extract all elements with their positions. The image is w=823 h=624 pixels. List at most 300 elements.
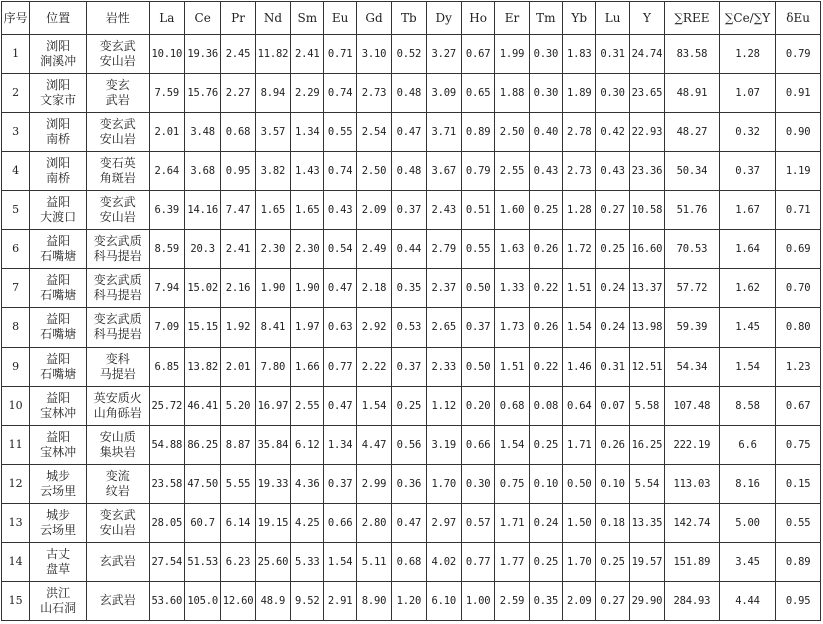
value-cell: 1.66	[291, 347, 324, 386]
value-cell: 0.68	[495, 386, 529, 425]
value-cell: 0.26	[529, 230, 562, 269]
value-cell: 0.64	[563, 386, 596, 425]
value-cell: 25.72	[149, 386, 184, 425]
value-cell: 1.77	[495, 542, 529, 581]
table-row	[2, 308, 821, 347]
column-header: Dy	[426, 2, 461, 35]
lithology-cell-line: 武岩	[105, 93, 130, 108]
value-cell: 0.67	[776, 386, 821, 425]
value-cell: 0.07	[596, 386, 629, 425]
lithology-cell	[86, 425, 149, 464]
lithology-cell-line: 变玄武质	[93, 234, 142, 249]
value-cell: 2.18	[356, 269, 391, 308]
value-cell: 0.25	[596, 230, 629, 269]
value-cell: 0.35	[529, 581, 562, 620]
value-cell: 0.55	[324, 113, 356, 152]
location-cell-line: 石嘴塘	[40, 288, 77, 303]
value-cell: 3.67	[426, 152, 461, 191]
location-cell-line: 云场里	[40, 522, 77, 537]
value-cell: 6.14	[221, 503, 255, 542]
value-cell: 1.73	[495, 308, 529, 347]
value-cell: 1.46	[563, 347, 596, 386]
value-cell: 16.25	[629, 425, 664, 464]
value-cell: 5.54	[629, 464, 664, 503]
table-row	[2, 464, 821, 503]
column-header: Nd	[255, 2, 290, 35]
location-cell-line: 石嘴塘	[40, 366, 77, 381]
location-cell-line: 宝林冲	[40, 444, 77, 459]
value-cell: 0.43	[529, 152, 562, 191]
location-cell-line: 浏阳	[46, 117, 71, 132]
value-cell: 2.78	[563, 113, 596, 152]
location-cell-line: 大渡口	[40, 210, 77, 225]
value-cell: 1.62	[719, 269, 776, 308]
location-cell	[30, 230, 87, 269]
value-cell: 1.34	[291, 113, 324, 152]
row-number-cell: 7	[2, 269, 30, 308]
value-cell: 2.27	[221, 74, 255, 113]
lithology-cell	[86, 230, 149, 269]
value-cell: 0.25	[392, 386, 426, 425]
table-row	[2, 386, 821, 425]
value-cell: 2.59	[495, 581, 529, 620]
value-cell: 1.92	[221, 308, 255, 347]
column-header: Ce	[184, 2, 220, 35]
location-cell-line: 宝林冲	[40, 405, 77, 420]
value-cell: 0.26	[596, 425, 629, 464]
value-cell: 0.67	[461, 35, 494, 74]
lithology-cell-line: 玄武岩	[99, 593, 136, 608]
value-cell: 60.7	[184, 503, 220, 542]
row-number-cell: 1	[2, 35, 30, 74]
value-cell: 0.25	[529, 425, 562, 464]
value-cell: 5.11	[356, 542, 391, 581]
value-cell: 5.00	[719, 503, 776, 542]
value-cell: 15.02	[184, 269, 220, 308]
value-cell: 54.88	[149, 425, 184, 464]
lithology-cell	[86, 308, 149, 347]
row-number-cell: 12	[2, 464, 30, 503]
column-header: ∑REE	[665, 2, 720, 35]
value-cell: 8.94	[255, 74, 290, 113]
value-cell: 1.54	[719, 347, 776, 386]
value-cell: 50.34	[665, 152, 720, 191]
lithology-cell	[86, 191, 149, 230]
value-cell: 10.58	[629, 191, 664, 230]
value-cell: 0.56	[392, 425, 426, 464]
value-cell: 0.40	[529, 113, 562, 152]
location-cell	[30, 464, 87, 503]
value-cell: 1.65	[291, 191, 324, 230]
column-header: Lu	[596, 2, 629, 35]
value-cell: 1.54	[563, 308, 596, 347]
value-cell: 0.79	[776, 35, 821, 74]
value-cell: 0.35	[392, 269, 426, 308]
value-cell: 1.88	[495, 74, 529, 113]
value-cell: 2.29	[291, 74, 324, 113]
header-row	[2, 2, 821, 35]
value-cell: 83.58	[665, 35, 720, 74]
value-cell: 4.44	[719, 581, 776, 620]
location-cell-line: 益阳	[46, 273, 71, 288]
value-cell: 8.90	[356, 581, 391, 620]
value-cell: 2.55	[495, 152, 529, 191]
value-cell: 1.12	[426, 386, 461, 425]
value-cell: 0.43	[324, 191, 356, 230]
value-cell: 1.60	[495, 191, 529, 230]
value-cell: 0.91	[776, 74, 821, 113]
value-cell: 0.26	[529, 308, 562, 347]
value-cell: 7.47	[221, 191, 255, 230]
location-cell-line: 古丈	[46, 546, 71, 561]
value-cell: 0.15	[776, 464, 821, 503]
value-cell: 2.50	[495, 113, 529, 152]
location-cell-line: 浏阳	[46, 39, 71, 54]
row-number-cell: 13	[2, 503, 30, 542]
location-cell	[30, 347, 87, 386]
lithology-cell	[86, 113, 149, 152]
value-cell: 27.54	[149, 542, 184, 581]
value-cell: 1.54	[324, 542, 356, 581]
location-cell-line: 益阳	[46, 312, 71, 327]
value-cell: 3.68	[184, 152, 220, 191]
value-cell: 0.71	[776, 191, 821, 230]
value-cell: 2.30	[255, 230, 290, 269]
lithology-cell	[86, 464, 149, 503]
value-cell: 2.92	[356, 308, 391, 347]
value-cell: 1.72	[563, 230, 596, 269]
value-cell: 0.31	[596, 35, 629, 74]
table-row	[2, 542, 821, 581]
value-cell: 1.28	[563, 191, 596, 230]
value-cell: 20.3	[184, 230, 220, 269]
value-cell: 2.41	[291, 35, 324, 74]
value-cell: 0.27	[596, 581, 629, 620]
value-cell: 1.99	[495, 35, 529, 74]
value-cell: 0.30	[461, 464, 494, 503]
value-cell: 0.89	[461, 113, 494, 152]
table-row	[2, 581, 821, 620]
value-cell: 7.09	[149, 308, 184, 347]
value-cell: 29.90	[629, 581, 664, 620]
row-number-cell: 4	[2, 152, 30, 191]
column-header: Tb	[392, 2, 426, 35]
value-cell: 0.24	[596, 308, 629, 347]
value-cell: 2.54	[356, 113, 391, 152]
value-cell: 6.39	[149, 191, 184, 230]
value-cell: 1.50	[563, 503, 596, 542]
value-cell: 1.63	[495, 230, 529, 269]
value-cell: 0.95	[776, 581, 821, 620]
value-cell: 0.32	[719, 113, 776, 152]
lithology-cell-line: 变石英	[99, 156, 136, 171]
value-cell: 151.89	[665, 542, 720, 581]
value-cell: 8.58	[719, 386, 776, 425]
value-cell: 2.43	[426, 191, 461, 230]
value-cell: 5.20	[221, 386, 255, 425]
lithology-cell	[86, 503, 149, 542]
column-header: Y	[629, 2, 664, 35]
value-cell: 2.80	[356, 503, 391, 542]
value-cell: 47.50	[184, 464, 220, 503]
column-header: ∑Ce/∑Y	[719, 2, 776, 35]
table-row	[2, 74, 821, 113]
value-cell: 1.71	[495, 503, 529, 542]
value-cell: 10.10	[149, 35, 184, 74]
value-cell: 13.37	[629, 269, 664, 308]
value-cell: 12.60	[221, 581, 255, 620]
location-cell-line: 益阳	[46, 234, 71, 249]
location-cell	[30, 74, 87, 113]
value-cell: 0.31	[596, 347, 629, 386]
row-number-cell: 3	[2, 113, 30, 152]
value-cell: 2.09	[563, 581, 596, 620]
value-cell: 0.27	[596, 191, 629, 230]
value-cell: 1.28	[719, 35, 776, 74]
column-header: Eu	[324, 2, 356, 35]
value-cell: 48.27	[665, 113, 720, 152]
lithology-cell-line: 安山岩	[99, 522, 136, 537]
value-cell: 284.93	[665, 581, 720, 620]
column-header: Tm	[529, 2, 562, 35]
value-cell: 0.37	[719, 152, 776, 191]
value-cell: 1.64	[719, 230, 776, 269]
value-cell: 1.97	[291, 308, 324, 347]
value-cell: 59.39	[665, 308, 720, 347]
value-cell: 0.51	[461, 191, 494, 230]
row-number-cell: 9	[2, 347, 30, 386]
table-row	[2, 503, 821, 542]
location-cell-line: 文家市	[40, 93, 77, 108]
column-header: 岩性	[86, 2, 149, 35]
value-cell: 0.47	[324, 386, 356, 425]
value-cell: 0.37	[324, 464, 356, 503]
value-cell: 2.79	[426, 230, 461, 269]
value-cell: 1.23	[776, 347, 821, 386]
value-cell: 1.00	[461, 581, 494, 620]
lithology-cell-line: 角斑岩	[99, 171, 136, 186]
value-cell: 0.47	[324, 269, 356, 308]
value-cell: 105.0	[184, 581, 220, 620]
row-number-cell: 5	[2, 191, 30, 230]
table-row	[2, 425, 821, 464]
value-cell: 23.58	[149, 464, 184, 503]
column-header: La	[149, 2, 184, 35]
value-cell: 0.50	[563, 464, 596, 503]
lithology-cell	[86, 386, 149, 425]
value-cell: 1.20	[392, 581, 426, 620]
row-number-cell: 11	[2, 425, 30, 464]
value-cell: 1.51	[563, 269, 596, 308]
value-cell: 0.24	[596, 269, 629, 308]
value-cell: 4.36	[291, 464, 324, 503]
value-cell: 3.71	[426, 113, 461, 152]
value-cell: 0.70	[776, 269, 821, 308]
value-cell: 1.54	[495, 425, 529, 464]
value-cell: 8.87	[221, 425, 255, 464]
value-cell: 70.53	[665, 230, 720, 269]
value-cell: 142.74	[665, 503, 720, 542]
location-cell-line: 涧溪冲	[40, 54, 77, 69]
value-cell: 0.18	[596, 503, 629, 542]
value-cell: 54.34	[665, 347, 720, 386]
lithology-cell	[86, 269, 149, 308]
value-cell: 1.70	[563, 542, 596, 581]
value-cell: 0.47	[392, 503, 426, 542]
lithology-cell-line: 英安质火	[93, 390, 142, 405]
value-cell: 2.49	[356, 230, 391, 269]
ree-data-table	[1, 1, 821, 621]
value-cell: 0.37	[461, 308, 494, 347]
value-cell: 7.59	[149, 74, 184, 113]
value-cell: 12.51	[629, 347, 664, 386]
location-cell	[30, 152, 87, 191]
value-cell: 4.25	[291, 503, 324, 542]
location-cell	[30, 269, 87, 308]
value-cell: 1.90	[291, 269, 324, 308]
value-cell: 0.80	[776, 308, 821, 347]
value-cell: 16.97	[255, 386, 290, 425]
column-header: Ho	[461, 2, 494, 35]
value-cell: 0.66	[324, 503, 356, 542]
value-cell: 3.27	[426, 35, 461, 74]
value-cell: 2.09	[356, 191, 391, 230]
value-cell: 15.15	[184, 308, 220, 347]
lithology-cell-line: 变流	[105, 468, 130, 483]
location-cell-line: 浏阳	[46, 78, 71, 93]
value-cell: 2.97	[426, 503, 461, 542]
value-cell: 1.90	[255, 269, 290, 308]
value-cell: 0.10	[596, 464, 629, 503]
value-cell: 16.60	[629, 230, 664, 269]
value-cell: 2.30	[291, 230, 324, 269]
lithology-cell-line: 纹岩	[105, 483, 130, 498]
value-cell: 0.65	[461, 74, 494, 113]
value-cell: 8.16	[719, 464, 776, 503]
value-cell: 0.52	[392, 35, 426, 74]
value-cell: 48.9	[255, 581, 290, 620]
value-cell: 1.54	[356, 386, 391, 425]
value-cell: 8.41	[255, 308, 290, 347]
value-cell: 1.89	[563, 74, 596, 113]
value-cell: 0.57	[461, 503, 494, 542]
value-cell: 2.64	[149, 152, 184, 191]
value-cell: 1.19	[776, 152, 821, 191]
column-header: Gd	[356, 2, 391, 35]
value-cell: 7.80	[255, 347, 290, 386]
value-cell: 3.57	[255, 113, 290, 152]
value-cell: 0.75	[776, 425, 821, 464]
value-cell: 19.33	[255, 464, 290, 503]
value-cell: 0.42	[596, 113, 629, 152]
value-cell: 11.82	[255, 35, 290, 74]
value-cell: 4.47	[356, 425, 391, 464]
value-cell: 0.30	[529, 35, 562, 74]
value-cell: 1.67	[719, 191, 776, 230]
table-row	[2, 191, 821, 230]
lithology-cell-line: 变玄武质	[93, 273, 142, 288]
lithology-cell	[86, 74, 149, 113]
value-cell: 13.98	[629, 308, 664, 347]
value-cell: 3.82	[255, 152, 290, 191]
value-cell: 0.43	[596, 152, 629, 191]
value-cell: 0.69	[776, 230, 821, 269]
value-cell: 107.48	[665, 386, 720, 425]
lithology-cell-line: 变玄	[105, 78, 130, 93]
value-cell: 8.59	[149, 230, 184, 269]
value-cell: 222.19	[665, 425, 720, 464]
value-cell: 3.10	[356, 35, 391, 74]
value-cell: 0.22	[529, 269, 562, 308]
value-cell: 0.77	[324, 347, 356, 386]
value-cell: 0.74	[324, 74, 356, 113]
value-cell: 6.12	[291, 425, 324, 464]
value-cell: 0.22	[529, 347, 562, 386]
value-cell: 0.10	[529, 464, 562, 503]
table-row	[2, 113, 821, 152]
value-cell: 19.36	[184, 35, 220, 74]
value-cell: 3.45	[719, 542, 776, 581]
value-cell: 5.58	[629, 386, 664, 425]
value-cell: 0.55	[776, 503, 821, 542]
location-cell-line: 南桥	[46, 171, 71, 186]
value-cell: 3.48	[184, 113, 220, 152]
lithology-cell-line: 安山岩	[99, 132, 136, 147]
value-cell: 0.44	[392, 230, 426, 269]
lithology-cell-line: 变玄武	[99, 117, 136, 132]
value-cell: 0.50	[461, 347, 494, 386]
location-cell-line: 城步	[46, 468, 71, 483]
location-cell-line: 益阳	[46, 429, 71, 444]
location-cell-line: 石嘴塘	[40, 249, 77, 264]
column-header: δEu	[776, 2, 821, 35]
value-cell: 28.05	[149, 503, 184, 542]
value-cell: 3.19	[426, 425, 461, 464]
lithology-cell-line: 马提岩	[99, 366, 136, 381]
table-row	[2, 230, 821, 269]
value-cell: 0.25	[529, 542, 562, 581]
value-cell: 1.65	[255, 191, 290, 230]
lithology-cell-line: 科马提岩	[93, 249, 142, 264]
location-cell	[30, 542, 87, 581]
row-number-cell: 14	[2, 542, 30, 581]
lithology-cell-line: 变玄武	[99, 507, 136, 522]
value-cell: 4.02	[426, 542, 461, 581]
value-cell: 24.74	[629, 35, 664, 74]
value-cell: 19.57	[629, 542, 664, 581]
value-cell: 2.37	[426, 269, 461, 308]
value-cell: 0.66	[461, 425, 494, 464]
value-cell: 2.22	[356, 347, 391, 386]
column-header: Sm	[291, 2, 324, 35]
value-cell: 19.15	[255, 503, 290, 542]
location-cell-line: 益阳	[46, 195, 71, 210]
lithology-cell-line: 安山质	[99, 429, 136, 444]
value-cell: 0.54	[324, 230, 356, 269]
value-cell: 86.25	[184, 425, 220, 464]
column-header: 序号	[2, 2, 30, 35]
value-cell: 2.73	[356, 74, 391, 113]
column-header: Yb	[563, 2, 596, 35]
location-cell-line: 石嘴塘	[40, 327, 77, 342]
value-cell: 0.90	[776, 113, 821, 152]
row-number-cell: 6	[2, 230, 30, 269]
value-cell: 0.48	[392, 152, 426, 191]
location-cell-line: 山石洞	[40, 600, 77, 615]
value-cell: 0.79	[461, 152, 494, 191]
value-cell: 0.20	[461, 386, 494, 425]
location-cell-line: 益阳	[46, 351, 71, 366]
